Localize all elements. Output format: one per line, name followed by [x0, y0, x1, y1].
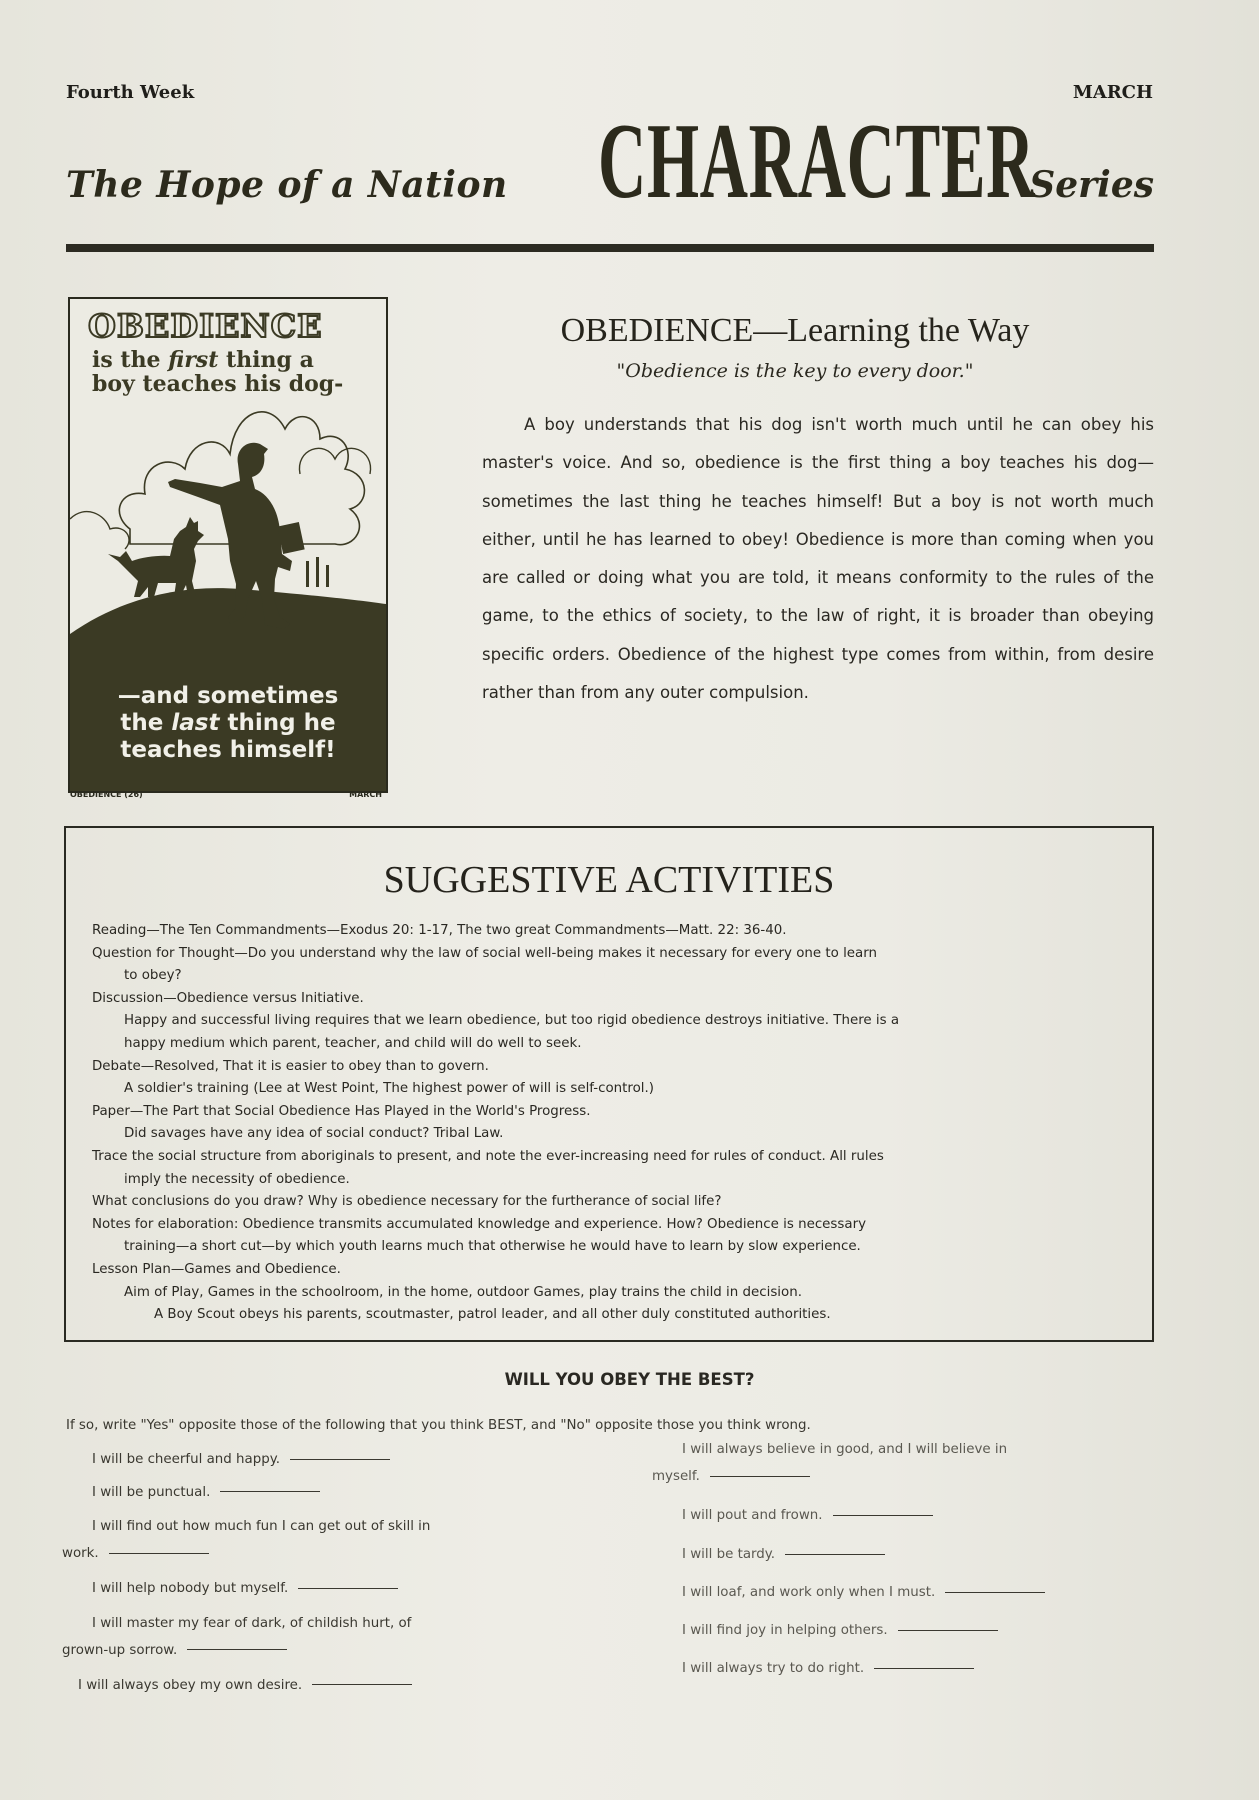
- quiz-right-column: [652, 1436, 1157, 1688]
- quiz-item: [62, 1664, 572, 1703]
- quiz-title: WILL YOU OBEY THE BEST?: [504, 1370, 755, 1389]
- answer-blank[interactable]: [898, 1630, 998, 1631]
- poster-footer-left: OBEDIENCE (26): [70, 790, 143, 799]
- poster-line-3: boy teaches his dog-: [92, 371, 344, 397]
- poster-bottom-line-1: —and sometimes: [117, 683, 339, 709]
- poster-line-2: [92, 347, 314, 373]
- suggestive-activities-box: [64, 826, 1154, 1342]
- activity-line: A Boy Scout obeys his parents, scoutmaster, patrol leader, and all other duly constituted authorities.: [154, 1307, 831, 1323]
- quiz-item: [652, 1574, 1157, 1612]
- activity-line: imply the necessity of obedience.: [124, 1171, 350, 1187]
- week-label: Fourth Week: [66, 82, 195, 103]
- quiz-item: [62, 1638, 572, 1664]
- activity-line: Notes for elaboration: Obedience transmits accumulated knowledge and experience. How? Obedience is necessary: [92, 1216, 867, 1232]
- quiz-item: [62, 1567, 572, 1606]
- poster-title: OBEDIENCE: [88, 307, 323, 345]
- activity-line: Did savages have any idea of social conduct? Tribal Law.: [124, 1126, 504, 1142]
- activity-line: training—a short cut—by which youth learns much that otherwise he would have to learn by slow experience.: [124, 1239, 861, 1255]
- activity-line: Lesson Plan—Games and Obedience.: [92, 1261, 341, 1277]
- poster-footer-right: MARCH: [349, 790, 382, 799]
- poster-line-2-emphasis: first: [168, 347, 219, 373]
- answer-blank[interactable]: [874, 1668, 974, 1669]
- quiz-left-column: [62, 1444, 572, 1702]
- poster-bottom-2-pre: the: [120, 710, 172, 736]
- quiz-statement: I will pout and frown.: [682, 1508, 823, 1523]
- activity-line: Debate—Resolved, That it is easier to obey than to govern.: [92, 1058, 489, 1074]
- activity-line: Question for Thought—Do you understand why the law of social well-being makes it necessary for every one to learn: [92, 945, 877, 961]
- quiz-item: [62, 1606, 572, 1638]
- quiz-item: [62, 1444, 572, 1477]
- quiz-item: [62, 1541, 572, 1567]
- poster-bottom-2-post: thing he: [219, 710, 336, 736]
- poster-bottom-line-2: [70, 710, 386, 737]
- masthead-title: CHARACTER: [598, 102, 1036, 221]
- quiz-item: [652, 1650, 1157, 1688]
- answer-blank[interactable]: [187, 1649, 287, 1650]
- quiz-statement: I will loaf, and work only when I must.: [682, 1585, 936, 1600]
- quiz-statement: myself.: [652, 1469, 700, 1484]
- quiz-statement: I will find out how much fun I can get out of skill in: [92, 1519, 431, 1534]
- answer-blank[interactable]: [312, 1684, 412, 1685]
- quiz-item: [652, 1436, 1157, 1464]
- activity-line: Trace the social structure from aboriginals to present, and note the ever-increasing need for rules of conduct. All rules: [92, 1148, 884, 1164]
- obedience-poster: [68, 297, 388, 793]
- activity-line: What conclusions do you draw? Why is obedience necessary for the furtherance of social life?: [92, 1194, 722, 1210]
- masthead: [66, 102, 1154, 221]
- masthead-tagline: The Hope of a Nation: [66, 164, 508, 206]
- answer-blank[interactable]: [290, 1459, 390, 1460]
- quiz-item: [62, 1477, 572, 1510]
- answer-blank[interactable]: [298, 1588, 398, 1589]
- quiz-statement: I will help nobody but myself.: [92, 1581, 289, 1596]
- activity-line: Reading—The Ten Commandments—Exodus 20: 1-17, The two great Commandments—Matt. 22: 36-40.: [92, 923, 787, 938]
- quiz-item: [652, 1490, 1157, 1536]
- quiz-statement: I will be punctual.: [92, 1484, 211, 1500]
- quiz-statement: work.: [62, 1546, 99, 1561]
- answer-blank[interactable]: [833, 1515, 933, 1516]
- quiz-statement: I will always try to do right.: [682, 1661, 865, 1676]
- quiz-item: [652, 1464, 1157, 1490]
- quiz-item: [652, 1536, 1157, 1574]
- activity-line: Happy and successful living requires that we learn obedience, but too rigid obedience destroys initiative. There is a: [124, 1013, 900, 1029]
- month-label: MARCH: [1072, 82, 1153, 103]
- article-title: OBEDIENCE—Learning the Way: [560, 312, 1030, 349]
- activity-line: Discussion—Obedience versus Initiative.: [92, 990, 364, 1006]
- poster-footer: [68, 790, 384, 804]
- activity-line: A soldier's training (Lee at West Point, The highest power of will is self-control.): [124, 1081, 655, 1097]
- quiz-statement: I will be cheerful and happy.: [92, 1452, 280, 1467]
- quiz-statement: I will master my fear of dark, of childish hurt, of: [92, 1615, 412, 1631]
- quiz-statement: I will be tardy.: [682, 1547, 776, 1562]
- answer-blank[interactable]: [710, 1476, 810, 1477]
- answer-blank[interactable]: [109, 1553, 209, 1554]
- quiz-statement: I will find joy in helping others.: [682, 1623, 888, 1638]
- answer-blank[interactable]: [945, 1592, 1045, 1593]
- activity-line: to obey?: [124, 968, 182, 984]
- quiz-statement: I will always obey my own desire.: [78, 1677, 303, 1693]
- poster-line-2-pre: is the: [92, 347, 169, 373]
- poster-bottom-2-emphasis: last: [171, 710, 220, 736]
- activity-line: happy medium which parent, teacher, and child will do well to seek.: [124, 1035, 582, 1051]
- header-rule: [66, 244, 1154, 252]
- quiz-statement: grown-up sorrow.: [62, 1642, 178, 1658]
- activity-line: Aim of Play, Games in the schoolroom, in the home, outdoor Games, play trains the child in decision.: [124, 1284, 802, 1300]
- quiz-item: [652, 1612, 1157, 1650]
- article-body: A boy understands that his dog isn't worth much until he can obey his master's voice. And so, obedience is the first thing a boy teaches his dog—sometimes the last thing he teaches himself! But a boy is not worth much either, until he has learned to obey! Obedience is more than coming when you are called or doing what you are told, it means conformity to the rules of the game, to the ethics of society, to the law of right, it is broader than obeying specific orders. Obedience of the highest type comes from within, from desire rather than from any outer compulsion.: [482, 415, 1154, 703]
- quiz-item: [62, 1509, 572, 1541]
- activity-line: Paper—The Part that Social Obedience Has Played in the World's Progress.: [92, 1103, 591, 1119]
- answer-blank[interactable]: [220, 1491, 320, 1492]
- quiz-statement: I will always believe in good, and I will believe in: [682, 1442, 1008, 1457]
- activities-title: SUGGESTIVE ACTIVITIES: [383, 859, 835, 901]
- article-quote: "Obedience is the key to every door.": [616, 360, 974, 382]
- activities-list: [92, 920, 1122, 1327]
- poster-line-2-post: thing a: [218, 347, 314, 373]
- quiz-instructions: If so, write "Yes" opposite those of the following that you think BEST, and "No" opposite those you think wrong.: [66, 1418, 811, 1433]
- answer-blank[interactable]: [785, 1554, 885, 1555]
- masthead-series: Series: [1029, 164, 1154, 206]
- poster-bottom-line-3: teaches himself!: [120, 737, 336, 763]
